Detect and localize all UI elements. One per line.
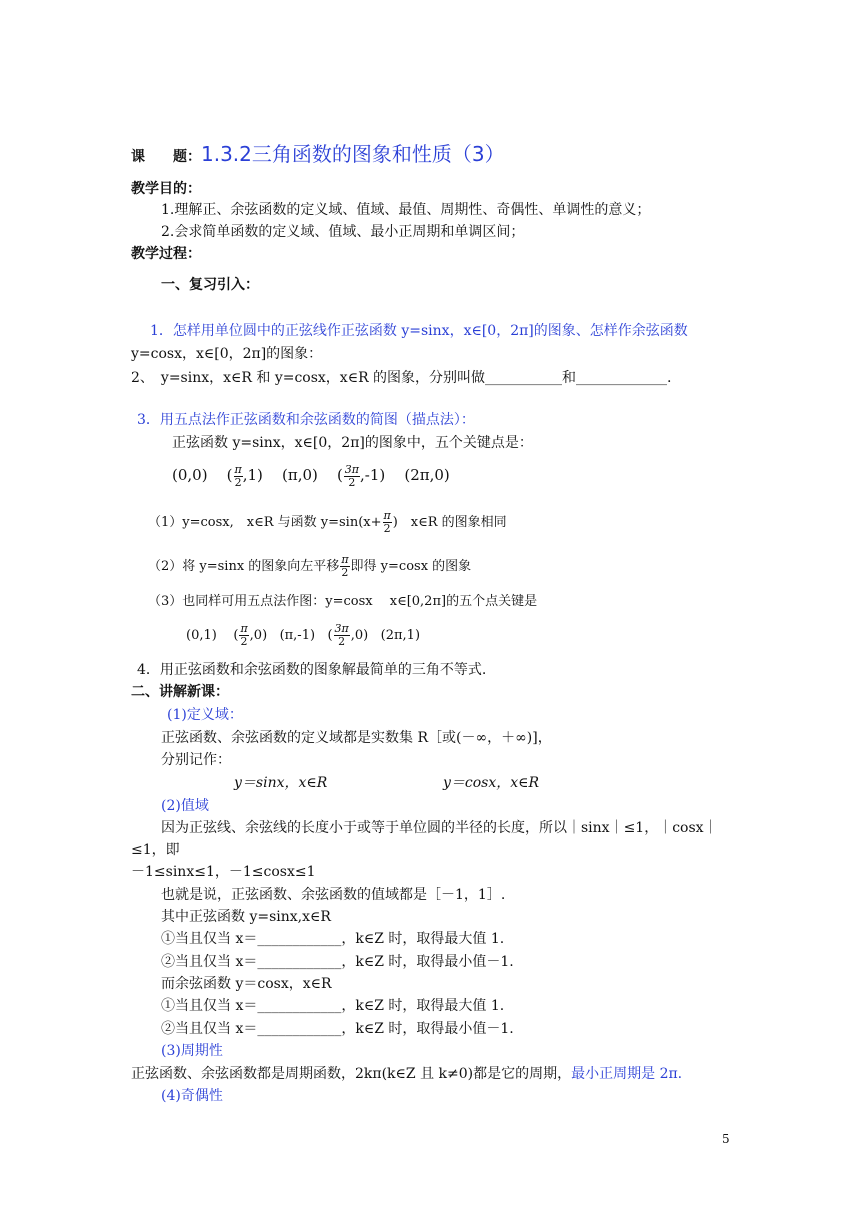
question-4: 4．用正弦函数和余弦函数的图象解最简单的三角不等式. — [137, 662, 487, 678]
range-line: ②当且仅当 x＝____________，k∈Z 时，取得最小值－1. — [161, 1021, 514, 1037]
goals-heading: 教学目的： — [131, 181, 201, 197]
fraction — [383, 510, 392, 535]
review-heading: 一、复习引入： — [161, 277, 259, 293]
range-line: ②当且仅当 x＝____________，k∈Z 时，取得最小值－1. — [161, 954, 514, 970]
fraction — [344, 464, 360, 489]
fraction-num: π — [234, 462, 242, 476]
title-label: 课 题： — [131, 149, 201, 165]
point: ,0) — [350, 628, 369, 643]
domain-formula-cos: y＝cosx，x∈R — [443, 775, 540, 791]
point: ( — [226, 466, 233, 484]
point: ( — [336, 466, 343, 484]
range-line: ≤1，即 — [131, 842, 180, 858]
fraction-num: 3π — [344, 462, 360, 476]
point: ,0) — [249, 628, 268, 643]
fraction — [234, 464, 243, 489]
question-1-part1: 1．怎样用单位圆中的正弦线作正弦函数 y=sinx，x∈[0，2π]的图象、 — [150, 323, 590, 339]
question-3-heading: 3．用五点法作正弦函数和余弦函数的简图（描点法）： — [137, 412, 475, 428]
process-heading: 教学过程： — [131, 246, 201, 262]
point: (0,1) — [186, 628, 217, 643]
range-line: 而余弦函数 y＝cosx，x∈R — [161, 976, 332, 992]
remark-1-b: ) x∈R 的图象相同 — [392, 515, 507, 530]
range-line: ①当且仅当 x＝____________，k∈Z 时，取得最大值 1. — [161, 998, 505, 1014]
fraction-den: 2 — [348, 475, 356, 489]
cosine-key-points — [186, 622, 420, 650]
question-3-sub: 正弦函数 y=sinx，x∈[0，2π]的图象中，五个关键点是： — [172, 435, 533, 451]
point: ( — [233, 628, 239, 643]
period-text: 正弦函数、余弦函数都是周期函数，2kπ(k∈Z 且 k≠0)都是它的周期， — [131, 1066, 572, 1082]
remark-1 — [148, 509, 507, 537]
range-heading: (2)值域 — [161, 798, 209, 814]
fraction — [239, 623, 248, 648]
fraction-den: 2 — [338, 635, 346, 648]
domain-line-2: 分别记作： — [161, 752, 231, 768]
period-line — [131, 1065, 682, 1083]
fraction-num: π — [341, 553, 349, 566]
fraction-num: 3π — [334, 622, 349, 635]
point: ,1) — [242, 466, 263, 484]
fraction-num: π — [383, 509, 391, 522]
fraction-den: 2 — [234, 475, 242, 489]
fraction — [340, 554, 349, 579]
fraction-den: 2 — [341, 566, 349, 579]
sine-key-points — [172, 461, 450, 489]
question-1-part2: 怎样作余弦函数 — [589, 323, 688, 339]
range-line: 因为正弦线、余弦线的长度小于或等于单位圆的半径的长度，所以｜sinx｜≤1，｜cosx｜ — [161, 820, 718, 836]
remark-3: （3）也同样可用五点法作图：y=cosx x∈[0,2π]的五个点关键是 — [148, 594, 538, 609]
domain-formula-sin: y＝sinx，x∈R — [234, 775, 328, 791]
point: (π,-1) — [279, 628, 316, 643]
domain-heading: (1)定义域： — [167, 707, 243, 723]
period-heading: (3)周期性 — [161, 1043, 223, 1059]
range-line: 也就是说，正弦函数、余弦函数的值域都是［－1，1］. — [161, 887, 506, 903]
point: ( — [327, 628, 333, 643]
question-1-line2: y=cosx，x∈[0，2π]的图象： — [131, 346, 323, 362]
remark-1-a: （1）y=cosx, x∈R 与函数 y=sin(x+ — [148, 515, 382, 530]
point: ,-1) — [360, 466, 386, 484]
domain-line-1: 正弦函数、余弦函数的定义域都是实数集 R［或(－∞，＋∞)]， — [161, 730, 552, 746]
range-line: －1≤sinx≤1，－1≤cosx≤1 — [131, 864, 316, 880]
range-line: ①当且仅当 x＝____________，k∈Z 时，取得最大值 1. — [161, 931, 505, 947]
point: (2π,1) — [380, 628, 421, 643]
parity-heading: (4)奇偶性 — [161, 1088, 223, 1104]
period-highlight: 最小正周期是 2π. — [571, 1066, 683, 1082]
point: (0,0) — [172, 466, 208, 484]
remark-2-a: （2）将 y=sinx 的图象向左平移 — [148, 559, 340, 574]
fraction-den: 2 — [240, 635, 248, 648]
question-2: 2、 y=sinx，x∈R 和 y=cosx，x∈R 的图象，分别叫做___________和_____________. — [131, 370, 672, 386]
goal-item: 1.理解正、余弦函数的定义域、值域、最值、周期性、奇偶性、单调性的意义； — [161, 202, 651, 218]
title-text: 1.3.2三角函数的图象和性质（3） — [201, 142, 505, 166]
point: (π,0) — [281, 466, 318, 484]
page-title — [131, 141, 505, 170]
page-number: 5 — [722, 1132, 730, 1146]
fraction-num: π — [240, 622, 248, 635]
goal-item: 2.会求简单函数的定义域、值域、最小正周期和单调区间； — [161, 224, 525, 240]
point: (2π,0) — [404, 466, 450, 484]
fraction-den: 2 — [383, 522, 391, 535]
remark-2 — [148, 553, 471, 581]
question-1 — [150, 322, 688, 340]
range-line: 其中正弦函数 y=sinx,x∈R — [161, 909, 331, 925]
remark-2-b: 即得 y=cosx 的图象 — [350, 559, 472, 574]
new-lesson-heading: 二、讲解新课： — [131, 684, 229, 700]
fraction — [334, 623, 350, 648]
